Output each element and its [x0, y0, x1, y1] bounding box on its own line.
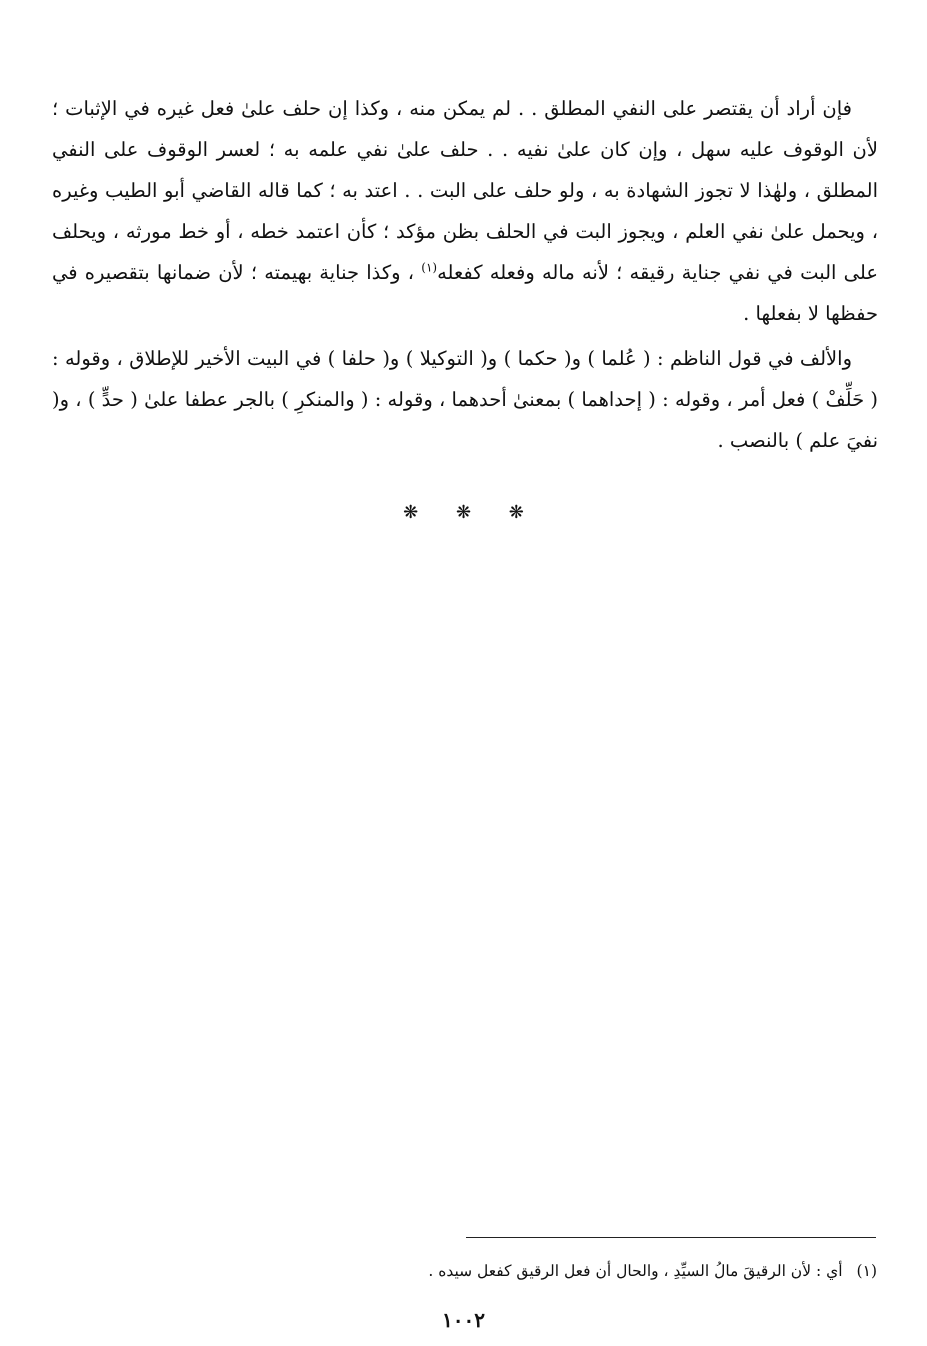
asterism-icon: ❋	[508, 502, 524, 523]
paragraph-1-tail: ، وكذا جناية بهيمته ؛ لأن ضمانها بتقصيره في حفظها لا بفعلها .	[52, 261, 878, 325]
page-number: ١٠٠٢	[442, 1308, 485, 1332]
footnote-reference-mark: (١)	[421, 260, 438, 275]
section-divider-ornament	[0, 502, 927, 523]
paragraph-2: والألف في قول الناظم : ( عُلما ) و( حكما ) و( التوكيلا ) و( حلفا ) في البيت الأخير للإطلاق ، وقوله : ( حَلِّفْ ) فعل أمر ، وقوله : ( إحداهما ) بمعنىٰ أحدهما ، وقوله : ( والمنكرِ ) بالجر عطفا علىٰ ( حدٍّ ) ، و( نفيَ علم ) بالنصب .	[52, 347, 878, 452]
paragraph-1-text: فإن أراد أن يقتصر على النفي المطلق . . لم يمكن منه ، وكذا إن حلف علىٰ فعل غيره في الإثبات ؛ لأن الوقوف عليه سهل ، وإن كان علىٰ نفيه . . حلف علىٰ نفي علمه به ؛ لعسر الوقوف على النفي المطلق ، ولهٰذا لا تجوز الشهادة به ، ولو حلف على البت . . اعتد به ؛ كما قاله القاضي أبو الطيب وغيره ، ويحمل علىٰ نفي العلم ، ويجوز البت في الحلف بظن مؤكد ؛ كأن اعتمد خطه ، أو خط مورثه ، ويحلف على البت في نفي جناية رقيقه ؛ لأنه ماله وفعله كفعله	[52, 97, 878, 284]
footnote-number: (١)	[856, 1262, 877, 1280]
asterism-icon: ❋	[455, 502, 472, 523]
footnote	[51, 1258, 877, 1284]
paragraph-1	[52, 88, 878, 334]
footnote-text: أي : لأن الرقيقَ مالُ السيِّدِ ، والحال أن فعل الرقيق كفعل سيده .	[428, 1262, 843, 1280]
asterism-icon: ❋	[403, 502, 419, 523]
main-text-block	[52, 88, 878, 461]
footnote-separator-line	[466, 1237, 876, 1238]
